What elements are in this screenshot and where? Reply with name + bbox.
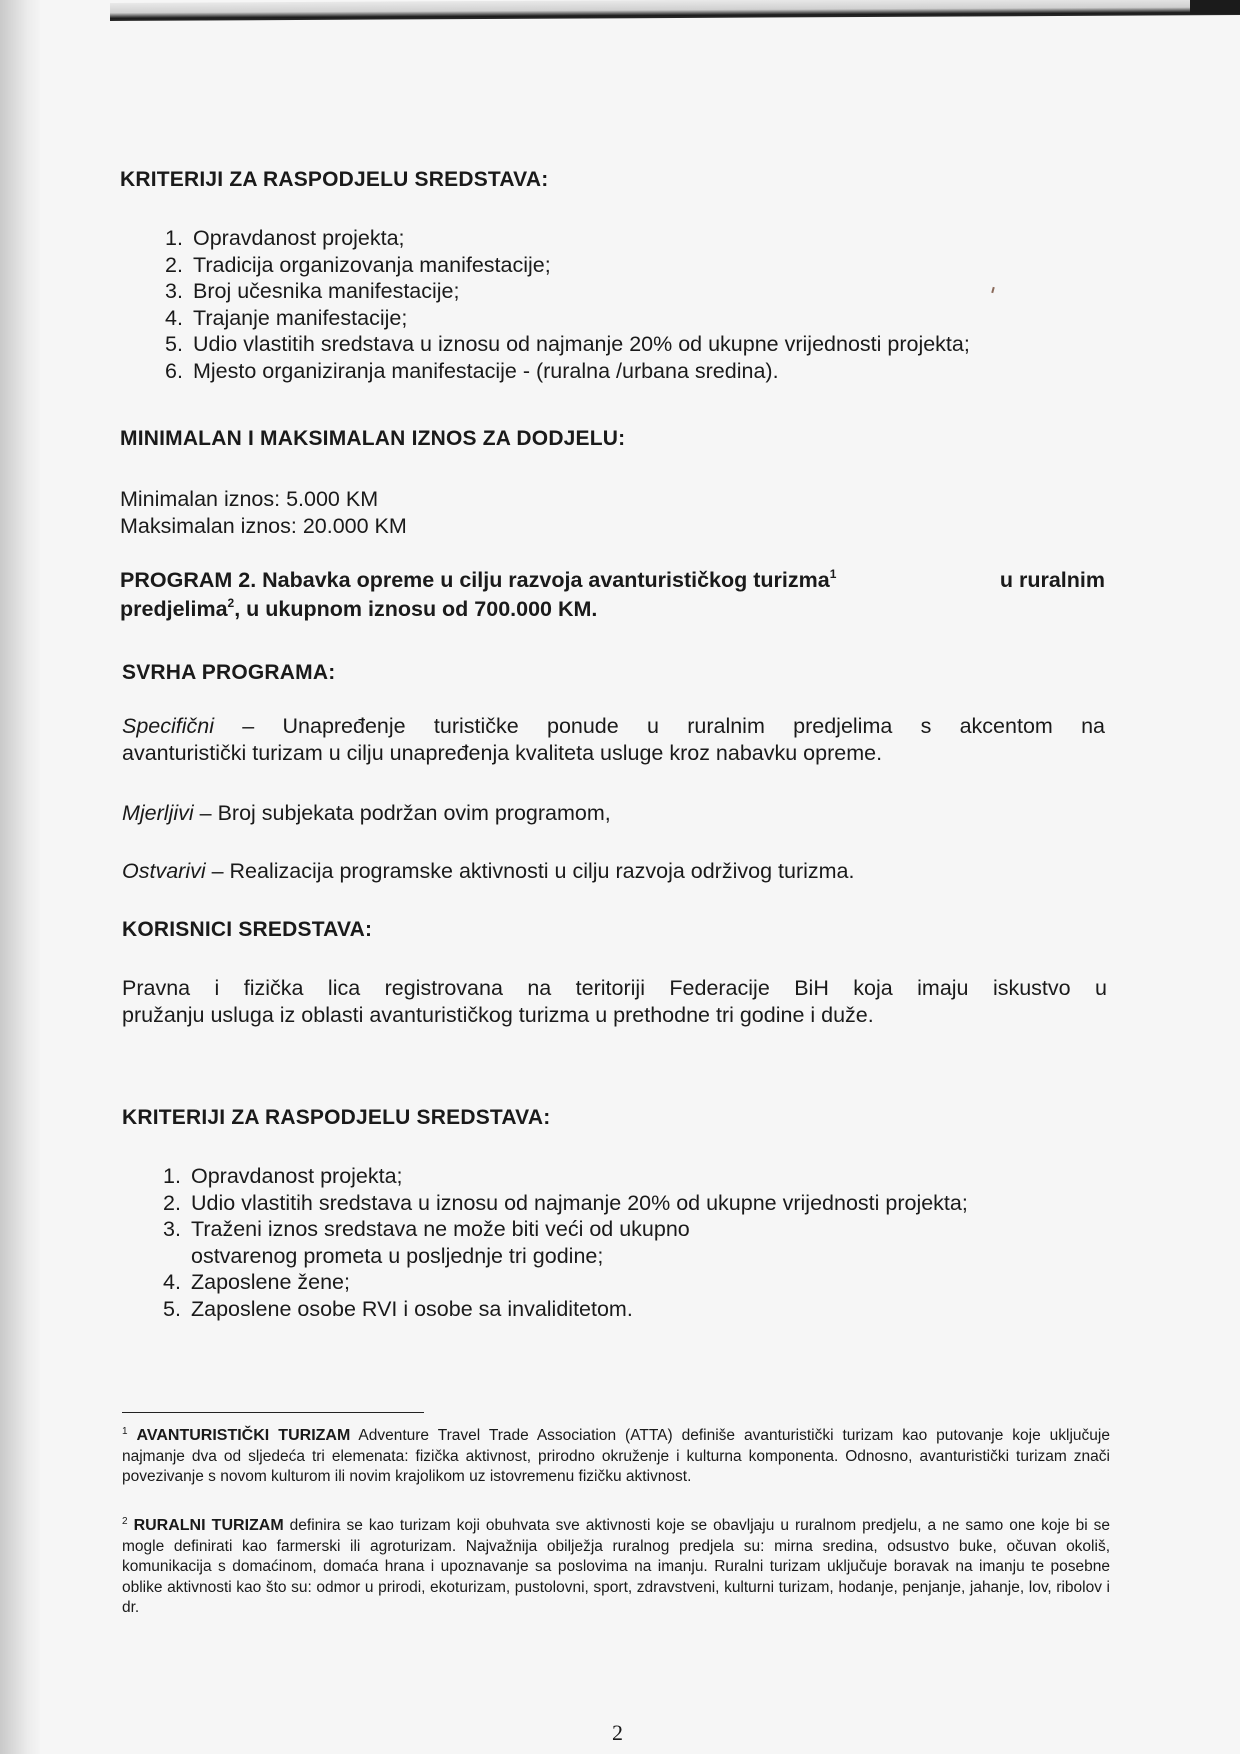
list-item: 2. Tradicija organizovanja manifestacije; xyxy=(165,252,551,277)
footnote-2: $^2$ RURALNI TURIZAM definira se kao turizam koji obuhvata sve aktivnosti koje se obavljaju u ruralnom predjelu, a ne samo one koje bi se mogle definirati kao farmerski ili agroturizam. Najvažnija obilježja ruralnog predjela su: mirna sredina, odsustvo buke, očuvan okoliš, komunikacija s domaćinom, domaća hrana i upoznavanje sa poslovima na imanju. Ruralni turizam uključuje boravak na imanju te posebne oblike aktivnosti kao što su: odmor u prirodi, ekoturizam, pustolovni, sport, zdravstveni, kulturni turizam, hodanje, penjanje, jahanje, lov, ribolov i dr. xyxy=(122,1516,1110,1616)
list-item: 4. Trajanje manifestacije; xyxy=(165,305,408,330)
beneficiaries-line2: pružanju usluga iz oblasti avanturističkog turizma u prethodne tri godine i duže. xyxy=(122,1003,874,1027)
criteria-list-2 xyxy=(163,1163,1103,1322)
program-2-title: PROGRAM 2. Nabavka opreme u cilju razvoja avanturističkog turizma$^1$ u ruralnim predjelima$^2$, u ukupnom iznosu od 700.000 KM. xyxy=(120,567,1105,621)
specific-goal-line1: Specifični – Unapređenje turističke ponude u ruralnim predjelima s akcentom na xyxy=(122,714,1105,738)
list-item: 6. Mjesto organiziranja manifestacije - (ruralna /urbana sredina). xyxy=(165,358,779,383)
beneficiaries-line1: Pravna i fizička lica registrovana na teritoriji Federacije BiH koja imaju iskustvo u xyxy=(122,976,1107,1000)
scan-speck xyxy=(991,287,994,293)
beneficiaries-heading: KORISNICI SREDSTAVA: xyxy=(122,918,373,941)
list-item: 5. Udio vlastitih sredstava u iznosu od najmanje 20% od ukupne vrijednosti projekta; xyxy=(165,332,970,356)
footnote-1: $^1$ AVANTURISTIČKI TURIZAM Adventure Travel Trade Association (ATTA) definiše avanturistički turizam kao putovanje koje uključuje najmanje dva od sljedeća tri elemenata: fizička aktivnost, prirodno okruženje i kulturna komponenta. Odnosno, avanturistički turizam znači povezivanje s novom kulturom ili novim krajolikom uz istovremenu fizičku aktivnost. xyxy=(122,1426,1110,1485)
amount-heading: MINIMALAN I MAKSIMALAN IZNOS ZA DODJELU: xyxy=(120,427,626,450)
criteria-heading-2: KRITERIJI ZA RASPODJELU SREDSTAVA: xyxy=(122,1106,551,1129)
list-item: 1. Opravdanost projekta; xyxy=(165,226,405,250)
list-item: 3. Broj učesnika manifestacije; xyxy=(165,279,460,303)
list-item: 4. Zaposlene žene; xyxy=(163,1270,350,1294)
criteria-list-1 xyxy=(165,225,970,384)
purpose-heading: SVRHA PROGRAMA: xyxy=(122,661,336,684)
footnote-separator xyxy=(122,1412,424,1413)
footnote-ref-2[interactable]: 2 xyxy=(227,596,235,610)
footnote-ref-1[interactable]: 1 xyxy=(829,567,837,581)
min-amount: Minimalan iznos: 5.000 KM xyxy=(120,487,379,511)
page-number: 2 xyxy=(612,1720,623,1745)
max-amount: Maksimalan iznos: 20.000 KM xyxy=(120,514,407,538)
list-item: 1. Opravdanost projekta; xyxy=(163,1164,403,1188)
specific-goal-line2: avanturistički turizam u cilju unapređenja kvaliteta usluge kroz nabavku opreme. xyxy=(122,741,883,765)
measurable-goal: Mjerljivi – Broj subjekata podržan ovim programom, xyxy=(122,801,611,825)
achievable-goal: Ostvarivi – Realizacija programske aktivnosti u cilju razvoja održivog turizma. xyxy=(122,859,855,883)
list-item: 3. Traženi iznos sredstava ne može biti veći od ukupno ostvarenog prometa u posljednje tri godine; xyxy=(163,1217,690,1268)
list-item: 5. Zaposlene osobe RVI i osobe sa invaliditetom. xyxy=(163,1296,633,1321)
list-item: 2. Udio vlastitih sredstava u iznosu od najmanje 20% od ukupne vrijednosti projekta; xyxy=(163,1190,968,1215)
criteria-heading-1: KRITERIJI ZA RASPODJELU SREDSTAVA: xyxy=(120,168,549,191)
